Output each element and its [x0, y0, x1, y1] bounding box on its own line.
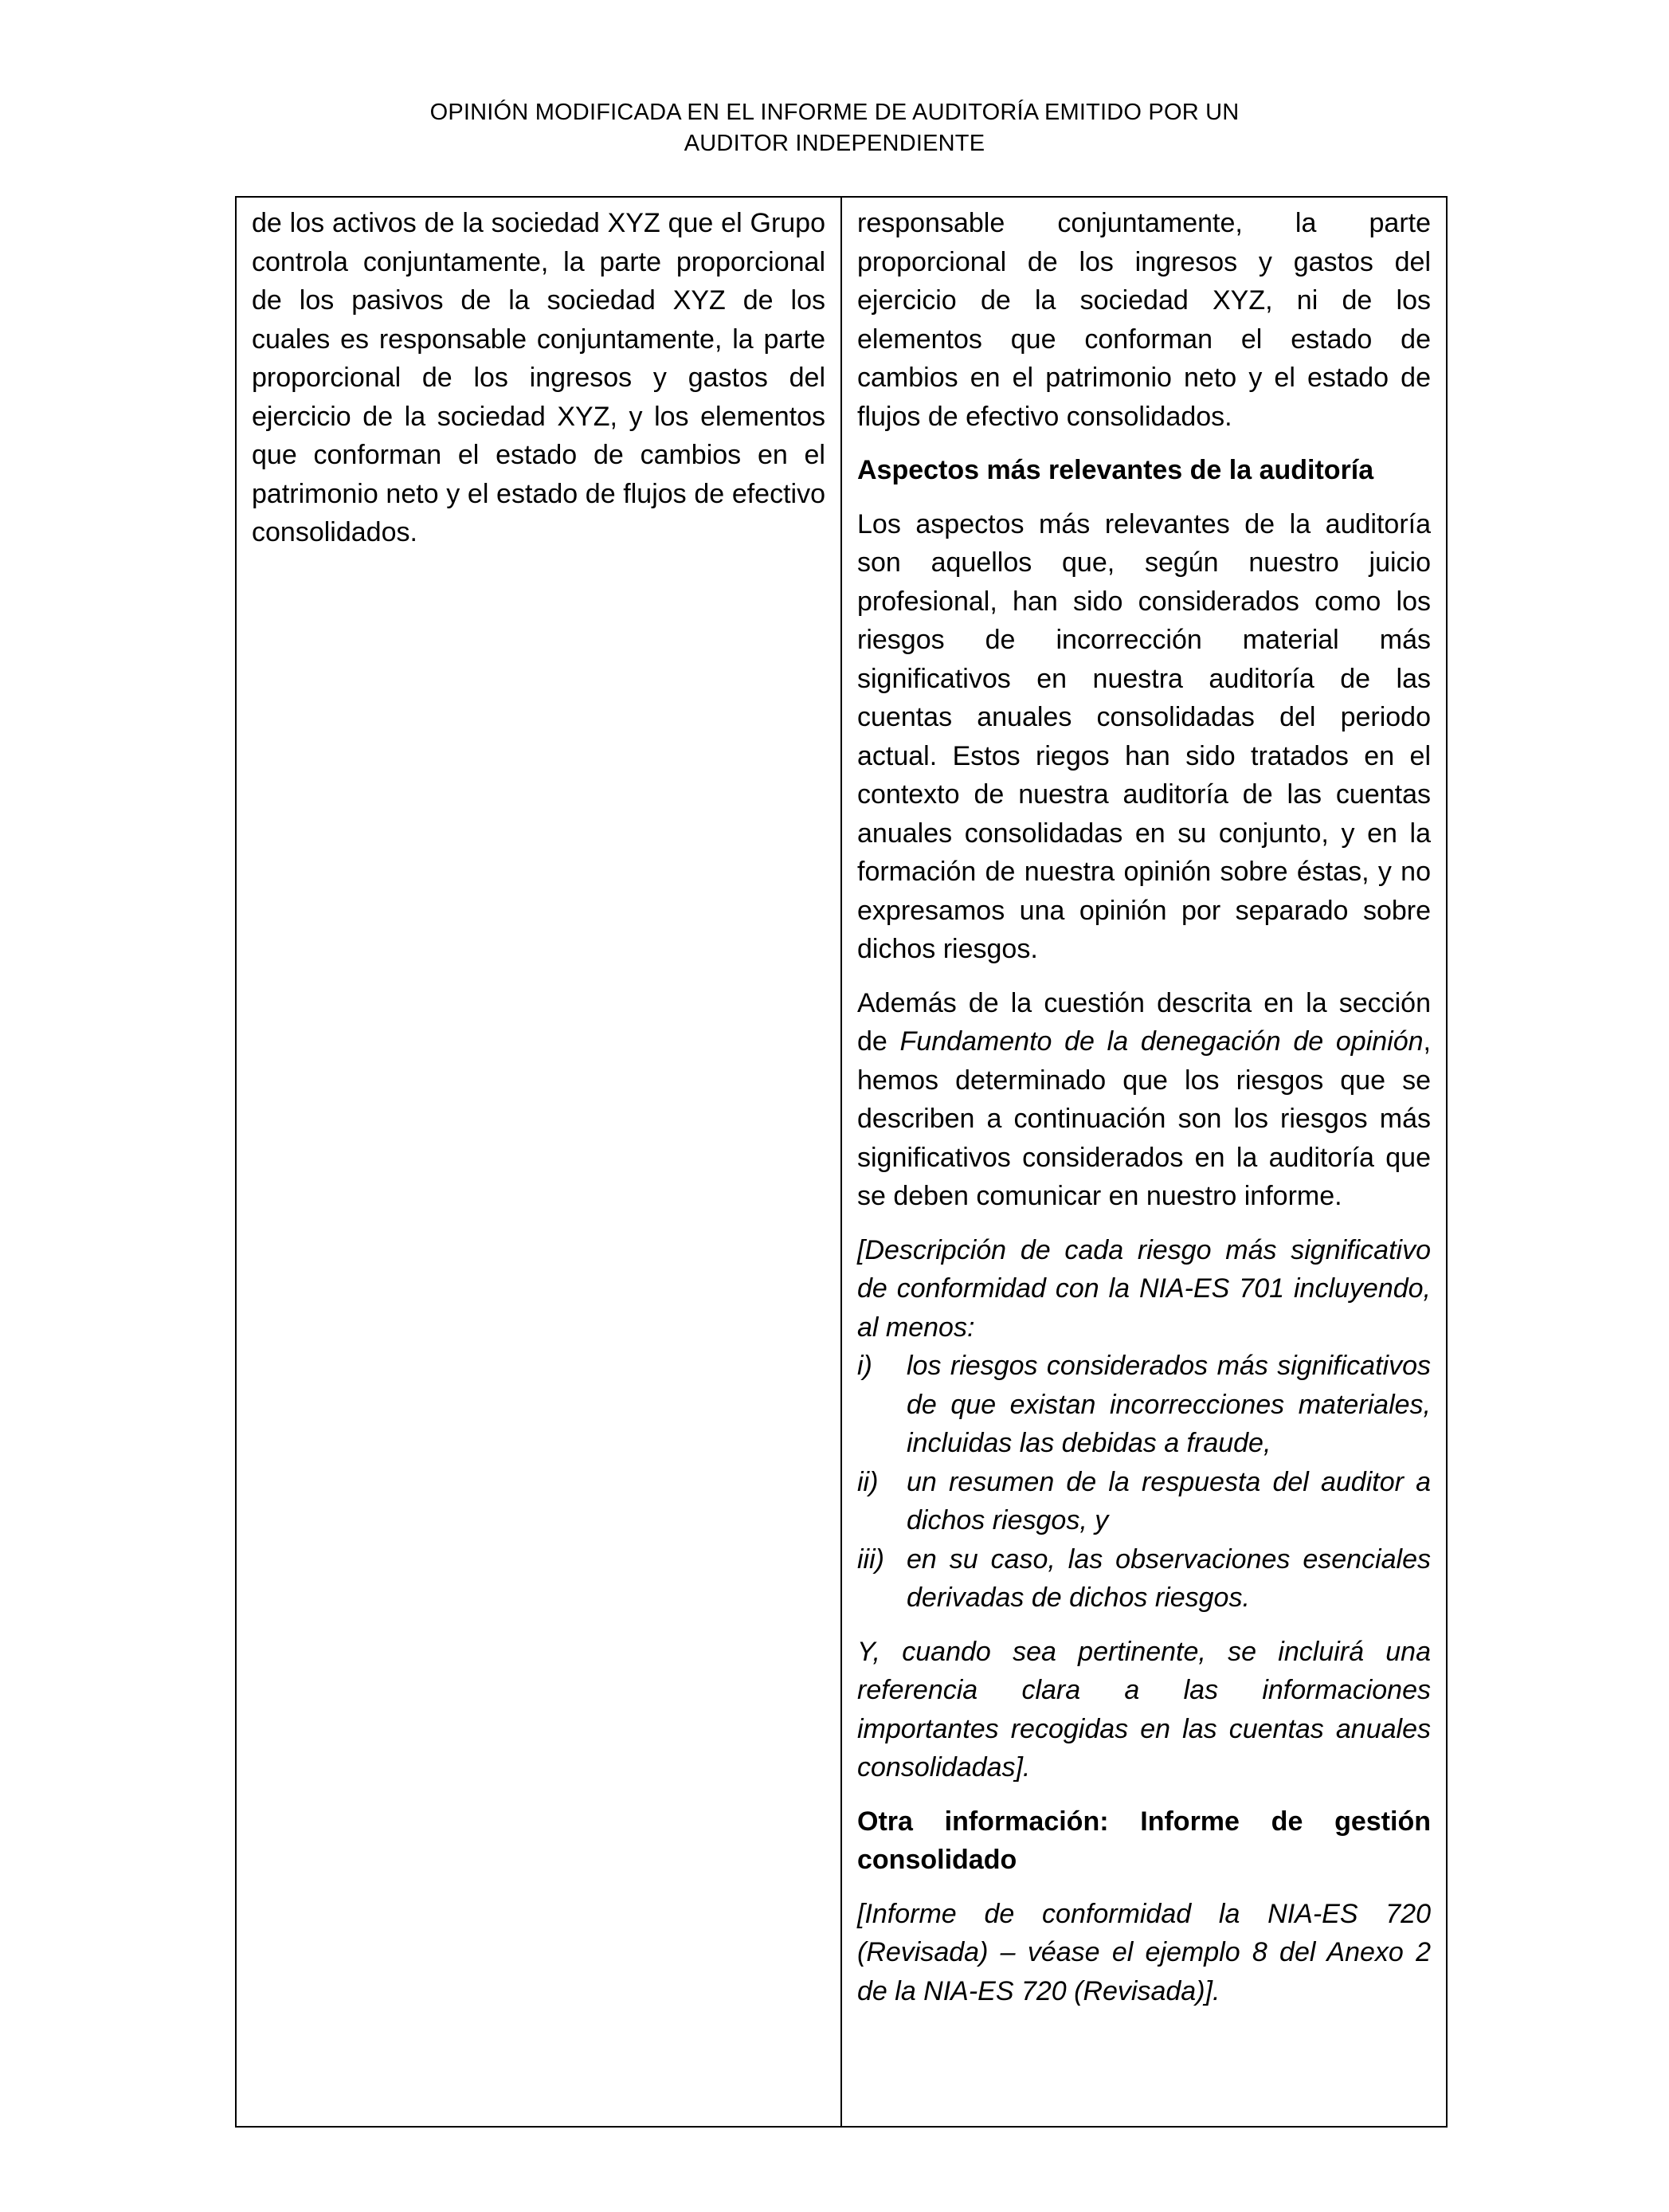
list-marker: i): [857, 1351, 872, 1381]
list-marker: iii): [857, 1543, 884, 1575]
header-line-2: AUDITOR INDEPENDIENTE: [684, 131, 985, 156]
aspectos-paragraph-2: [857, 984, 1431, 1216]
page-header: [0, 97, 1669, 159]
two-column-table: [235, 196, 1448, 2128]
descripcion-intro: [Descripción de cada riesgo más significativo de conformidad con la NIA-ES 701 incluyendo, al menos:: [857, 1234, 1431, 1343]
aspectos-p2-after: , hemos determinado que los riesgos que se describen a continuación son los riesgos más significativos considerados en la auditoría que se deben comunicar en nuestro informe.: [857, 1026, 1431, 1211]
list-item-text: en su caso, las observaciones esenciales derivadas de dichos riesgos.: [907, 1543, 1431, 1613]
list-item: [857, 1540, 1431, 1618]
referencia-paragraph: Y, cuando sea pertinente, se incluirá una referencia clara a las informaciones importantes recogidas en las cuentas anuales consolidadas].: [857, 1636, 1431, 1783]
list-item: [857, 1463, 1431, 1540]
descripcion-list: [857, 1347, 1431, 1618]
heading-aspectos-relevantes: Aspectos más relevantes de la auditoría: [857, 455, 1374, 485]
list-item-text: un resumen de la respuesta del auditor a dichos riesgos, y: [907, 1466, 1431, 1535]
left-column-cell: [237, 198, 842, 2126]
aspectos-p2-before: Además de la cuestión descrita en la sección de: [857, 987, 1431, 1057]
list-marker: ii): [857, 1466, 879, 1497]
aspectos-p2-italic: Fundamento de la denegación de opinión: [899, 1026, 1424, 1057]
right-intro-paragraph: responsable conjuntamente, la parte proporcional de los ingresos y gastos del ejercicio de la sociedad XYZ, ni de los elementos que conforman el estado de cambios en el patrimonio neto y el estado de flujos de efectivo consolidados.: [857, 208, 1431, 432]
list-item: [857, 1347, 1431, 1463]
aspectos-paragraph-1: Los aspectos más relevantes de la auditoría son aquellos que, según nuestro juicio profesional, han sido considerados como los riesgos de incorrección material más significativos en nuestra auditoría de las cuentas anuales consolidadas del periodo actual. Estos riegos han sido tratados en el contexto de nuestra auditoría de las cuentas anuales consolidadas en su conjunto, y en la formación de nuestra opinión sobre éstas, y no expresamos una opinión por separado sobre dichos riesgos.: [857, 508, 1431, 964]
list-item-text: los riesgos considerados más significativos de que existan incorrecciones materiales, incluidas las debidas a fraude,: [907, 1351, 1431, 1458]
right-column-cell: [842, 198, 1446, 2126]
informe-nia-paragraph: [Informe de conformidad la NIA-ES 720 (Revisada) – véase el ejemplo 8 del Anexo 2 de la NIA-ES 720 (Revisada)].: [857, 1898, 1431, 2006]
heading-otra-informacion: Otra información: Informe de gestión consolidado: [857, 1806, 1431, 1875]
left-paragraph: de los activos de la sociedad XYZ que el Grupo controla conjuntamente, la parte proporcional de los pasivos de la sociedad XYZ de los cuales es responsable conjuntamente, la parte proporcional de los ingresos y gastos del ejercicio de la sociedad XYZ, y los elementos que conforman el estado de cambios en el patrimonio neto y el estado de flujos de efectivo consolidados.: [252, 208, 825, 547]
header-line-1: OPINIÓN MODIFICADA EN EL INFORME DE AUDITORÍA EMITIDO POR UN: [429, 100, 1240, 125]
